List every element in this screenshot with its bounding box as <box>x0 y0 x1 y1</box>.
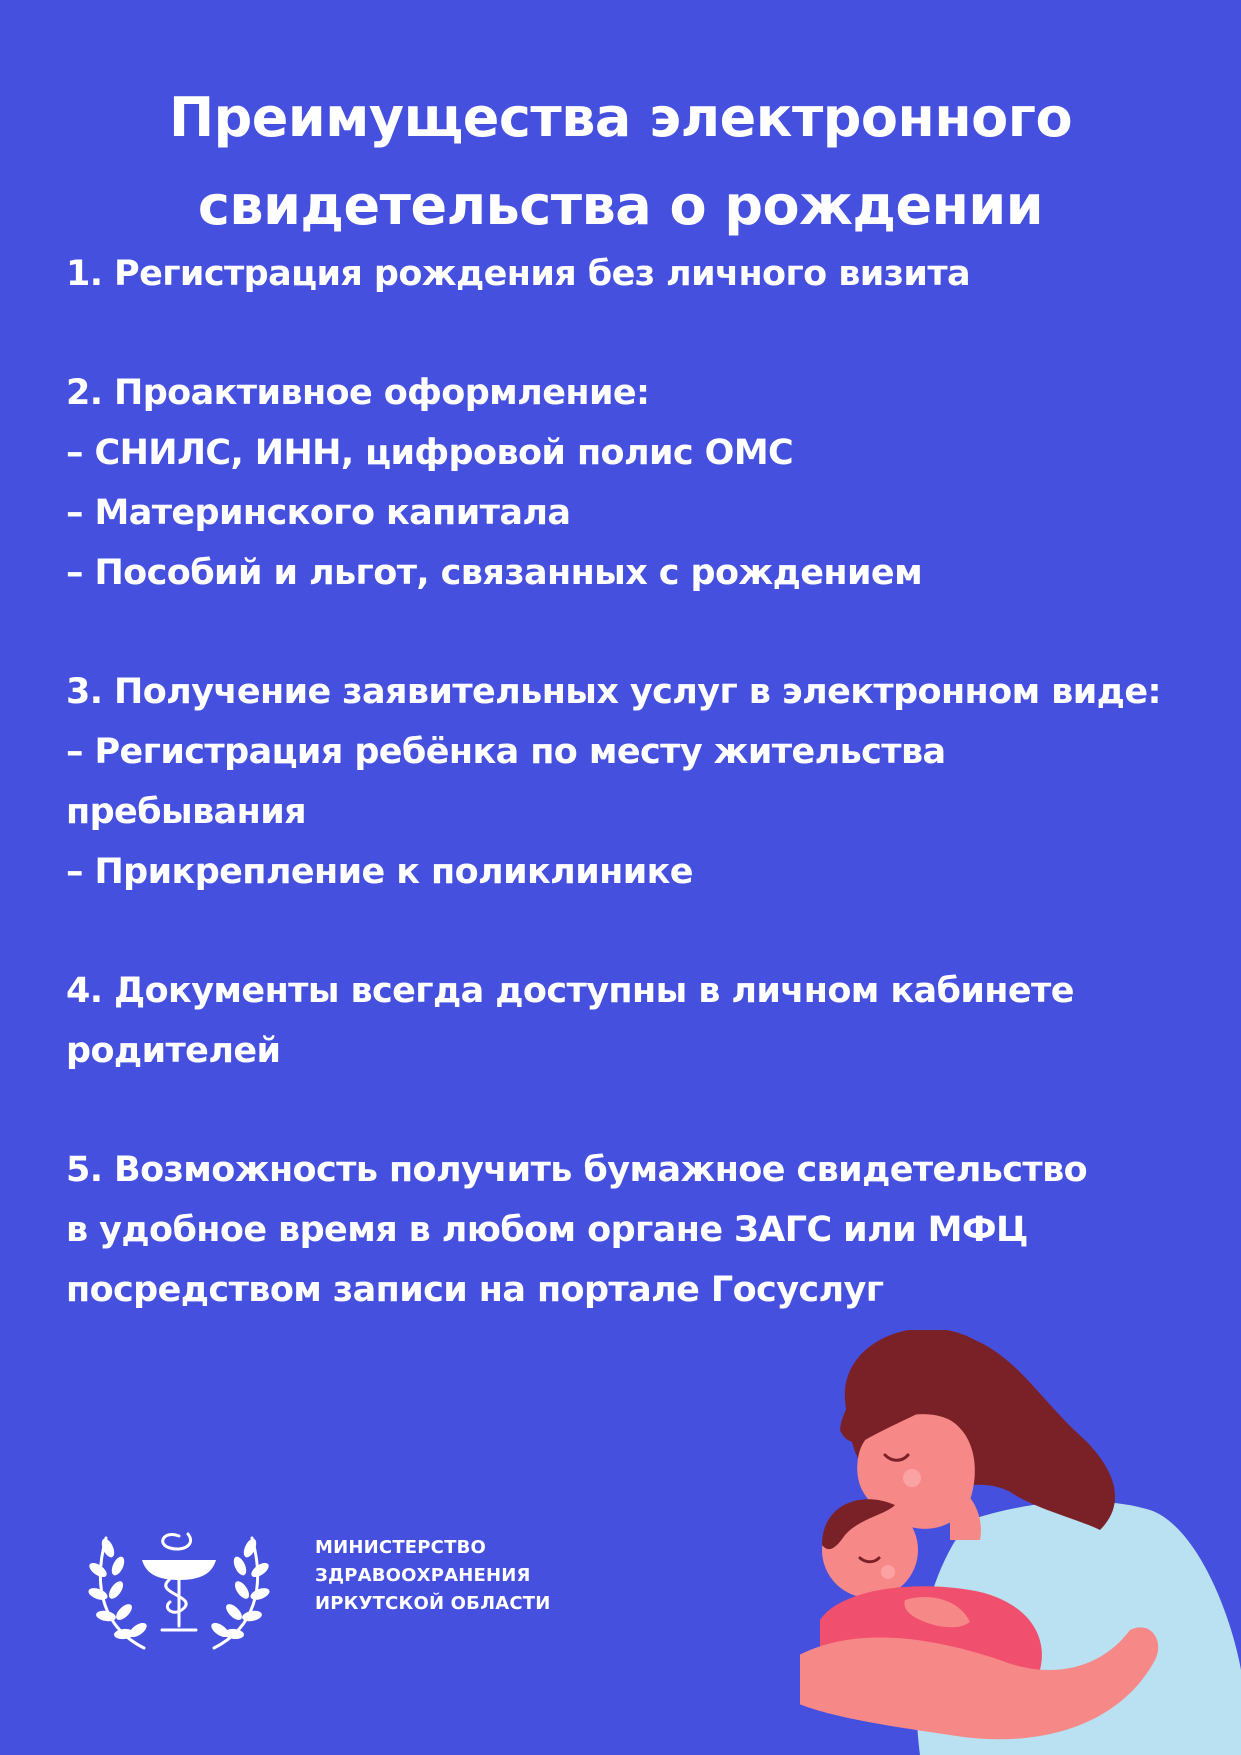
benefit-5-line-3: посредством записи на портале Госуслуг <box>66 1270 884 1310</box>
benefit-2-line-3: – Материнского капитала <box>66 493 571 533</box>
benefits-list <box>66 244 1226 1379</box>
ministry-line-2: ЗДРАВООХРАНЕНИЯ <box>315 1565 531 1586</box>
page-title <box>0 74 1241 250</box>
benefit-4-line-2: родителей <box>66 1031 281 1071</box>
benefit-2-line-2: – СНИЛС, ИНН, цифровой полис ОМС <box>66 433 794 473</box>
benefit-5 <box>66 1140 1226 1320</box>
benefit-3-line-3: пребывания <box>66 792 307 832</box>
benefit-1-line-1: 1. Регистрация рождения без личного визита <box>66 254 971 294</box>
benefit-3 <box>66 662 1226 902</box>
benefit-3-line-4: – Прикрепление к поликлинике <box>66 852 693 892</box>
ministry-line-1: МИНИСТЕРСТВО <box>315 1537 486 1558</box>
title-line-2: свидетельства о рождении <box>197 174 1044 238</box>
benefit-3-line-2: – Регистрация ребёнка по месту жительства <box>66 732 946 772</box>
benefit-2 <box>66 363 1226 603</box>
benefit-5-line-2: в удобное время в любом органе ЗАГС или МФЦ <box>66 1210 1028 1250</box>
benefit-4 <box>66 961 1226 1081</box>
mother-kissing-baby-icon <box>800 1330 1241 1755</box>
benefit-1 <box>66 244 1226 304</box>
benefit-2-line-4: – Пособий и льгот, связанных с рождением <box>66 553 923 593</box>
benefit-5-line-1: 5. Возможность получить бумажное свидетельство <box>66 1150 1088 1190</box>
bowl-of-hygieia-laurel-icon <box>84 1508 274 1658</box>
ministry-name <box>315 1534 551 1618</box>
benefit-4-line-1: 4. Документы всегда доступны в личном кабинете <box>66 971 1074 1011</box>
benefit-2-line-1: 2. Проактивное оформление: <box>66 373 650 413</box>
ministry-line-3: ИРКУТСКОЙ ОБЛАСТИ <box>315 1593 551 1614</box>
benefit-3-line-1: 3. Получение заявительных услуг в электронном виде: <box>66 672 1161 712</box>
title-line-1: Преимущества электронного <box>168 86 1073 150</box>
